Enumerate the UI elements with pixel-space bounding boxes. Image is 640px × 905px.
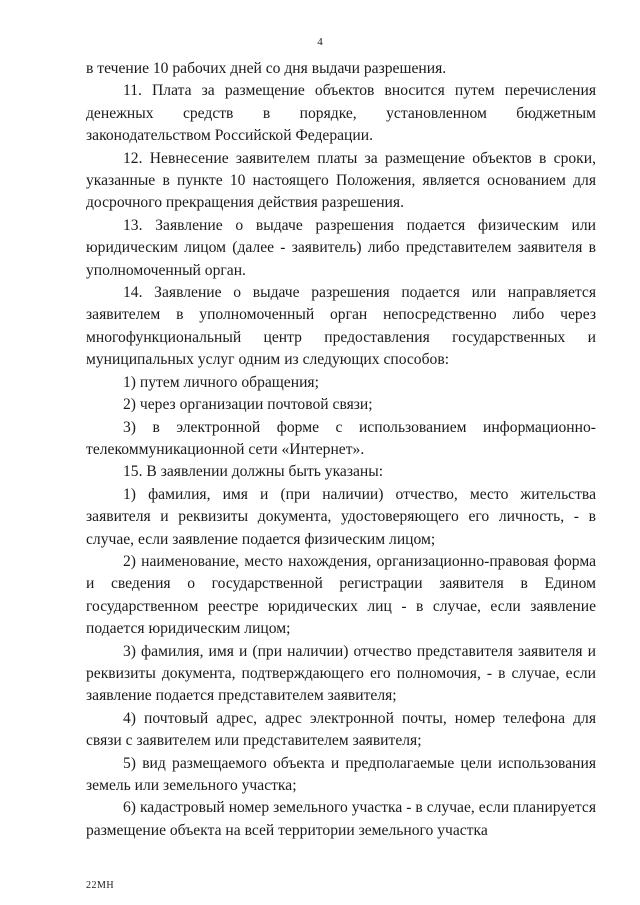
paragraph-13: 13. Заявление о выдаче разрешения подается физическим или юридическим лицом (далее - заявитель) либо представителем заявителя в уполномоченный орган.	[86, 216, 596, 279]
paragraph-14-item-3: 3) в электронной форме с использованием информационно-телекоммуникационной сети «Интернет».	[86, 418, 596, 458]
paragraph-11: 11. Плата за размещение объектов вносится путем перечисления денежных средств в порядке, установленном бюджетным законодательством Российской Федерации.	[86, 82, 596, 145]
paragraph-15-item-3: 3) фамилия, имя и (при наличии) отчество представителя заявителя и реквизиты документа, подтверждающего его полномочия, - в случае, если заявление подается представителем заявителя;	[86, 642, 596, 705]
paragraph-continuation: в течение 10 рабочих дней со дня выдачи разрешения.	[86, 60, 447, 77]
document-body	[86, 58, 596, 842]
paragraph-14: 14. Заявление о выдаче разрешения подается или направляется заявителем в уполномоченный орган непосредственно либо через многофункциональный центр предоставления государственных и муниципальных услуг одним из следующих способов:	[86, 284, 596, 369]
paragraph-15-item-1: 1) фамилия, имя и (при наличии) отчество, место жительства заявителя и реквизиты документа, удостоверяющего его личность, - в случае, если заявление подается физическим лицом;	[86, 485, 596, 548]
paragraph-15: 15. В заявлении должны быть указаны:	[123, 463, 384, 481]
paragraph-15-item-5: 5) вид размещаемого объекта и предполагаемые цели использования земель или земельного участка;	[86, 754, 596, 794]
paragraph-15-item-6: 6) кадастровый номер земельного участка - в случае, если планируется размещение объекта на всей территории земельного участка	[86, 799, 596, 839]
paragraph-15-item-2: 2) наименование, место нахождения, организационно-правовая форма и сведения о государственной регистрации заявителя в Едином государственном реестре юридических лиц - в случае, если заявление подается юридическим лицом;	[86, 552, 596, 638]
paragraph-15-item-4: 4) почтовый адрес, адрес электронной почты, номер телефона для связи с заявителем или представителем заявителя;	[86, 709, 596, 750]
paragraph-12: 12. Невнесение заявителем платы за размещение объектов в сроки, указанные в пункте 10 настоящего Положения, является основанием для досрочного прекращения действия разрешения.	[86, 149, 596, 212]
page-number: 4	[317, 36, 323, 48]
footer-document-code: 22МН	[86, 880, 115, 891]
paragraph-14-item-1: 1) путем личного обращения;	[123, 373, 319, 391]
paragraph-14-item-2: 2) через организации почтовой связи;	[123, 396, 373, 414]
